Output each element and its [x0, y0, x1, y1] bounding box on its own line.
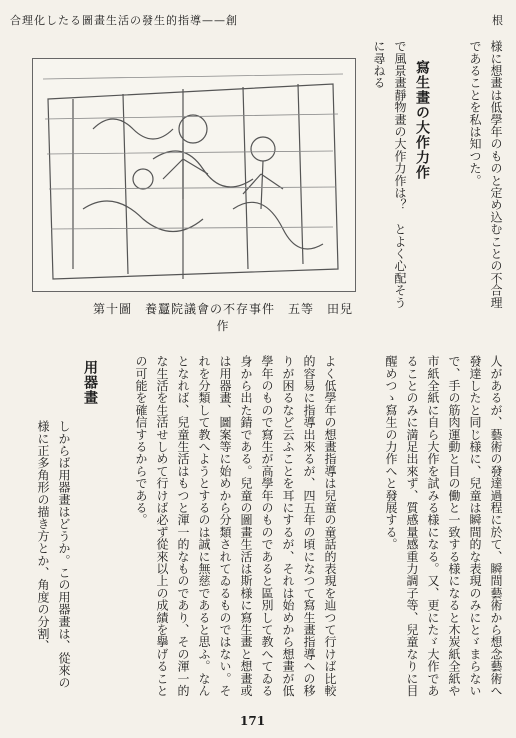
running-header	[10, 12, 504, 32]
page-number: 171	[240, 714, 266, 728]
lower-paragraph-1: 人があるが、藝術の發達過程に於て、瞬間藝術から想念藝術へ發達したと同じ様に、兒童は瞬間的な表現のみにとゞまらないで、手の筋肉運動と目の働と一致する様になると木炭紙全紙や市紙全紙に自ら大作を試みる様になる。又、更にたゞ大作であることのみに満足出來ず、質感量感重力調子等、兒童なりに目醒めつゝ寫生の力作へと發展する。	[384, 355, 503, 697]
child-drawing-illustration	[33, 59, 355, 291]
header-section: 根	[492, 14, 504, 27]
figure-drawing	[32, 58, 356, 292]
upper-paragraph-1: 様に想畫は低學年のものと定め込むことの不合理であることを私は知つた。	[468, 40, 503, 309]
header-title: 合理化したる圖畫生活の發生的指導——創	[10, 14, 238, 27]
lower-paragraph-2: よく低學年の想畫指導は兒童の童話的表現を辿つて行けば比較的容易に指導出來るが、四五年の頃になつて寫生畫指導への移りが困るなど云ふことを耳にするが、それは始めから想畫が低學年のもので寫生が高學年のものであると區別して教へてゐる身から出た錆である。兒童の圖畫生活は斯様に寫生畫と想畫或は用器畫、圖案等に始めから分類されてゐるものではない。それを分類して教へようとするのは誠に無慈であると思ふ。なんとなれば、兒童生活はもつと渾一的なものであり、その渾一的な生活を生活せしめて行けば必ず從來以上の成績を擧げることの可能を確信するからである。	[134, 355, 337, 697]
section-heading-drafting: 用器畫	[82, 360, 98, 405]
lower-paragraph-3: しからば用器畫はどうか。この用器畫は、從來の様に正多角形の描き方とか、角度の分割、	[36, 420, 71, 689]
upper-paragraph-2: で風景畫靜物畫の大作力作は？ とよく心配そうに尋ねる	[372, 40, 407, 309]
figure-caption: 第十圖 養蠶院議會の不存事件 五等 田兒作	[92, 302, 353, 333]
section-heading-sketch: 寫生畫の大作力作	[414, 60, 430, 180]
